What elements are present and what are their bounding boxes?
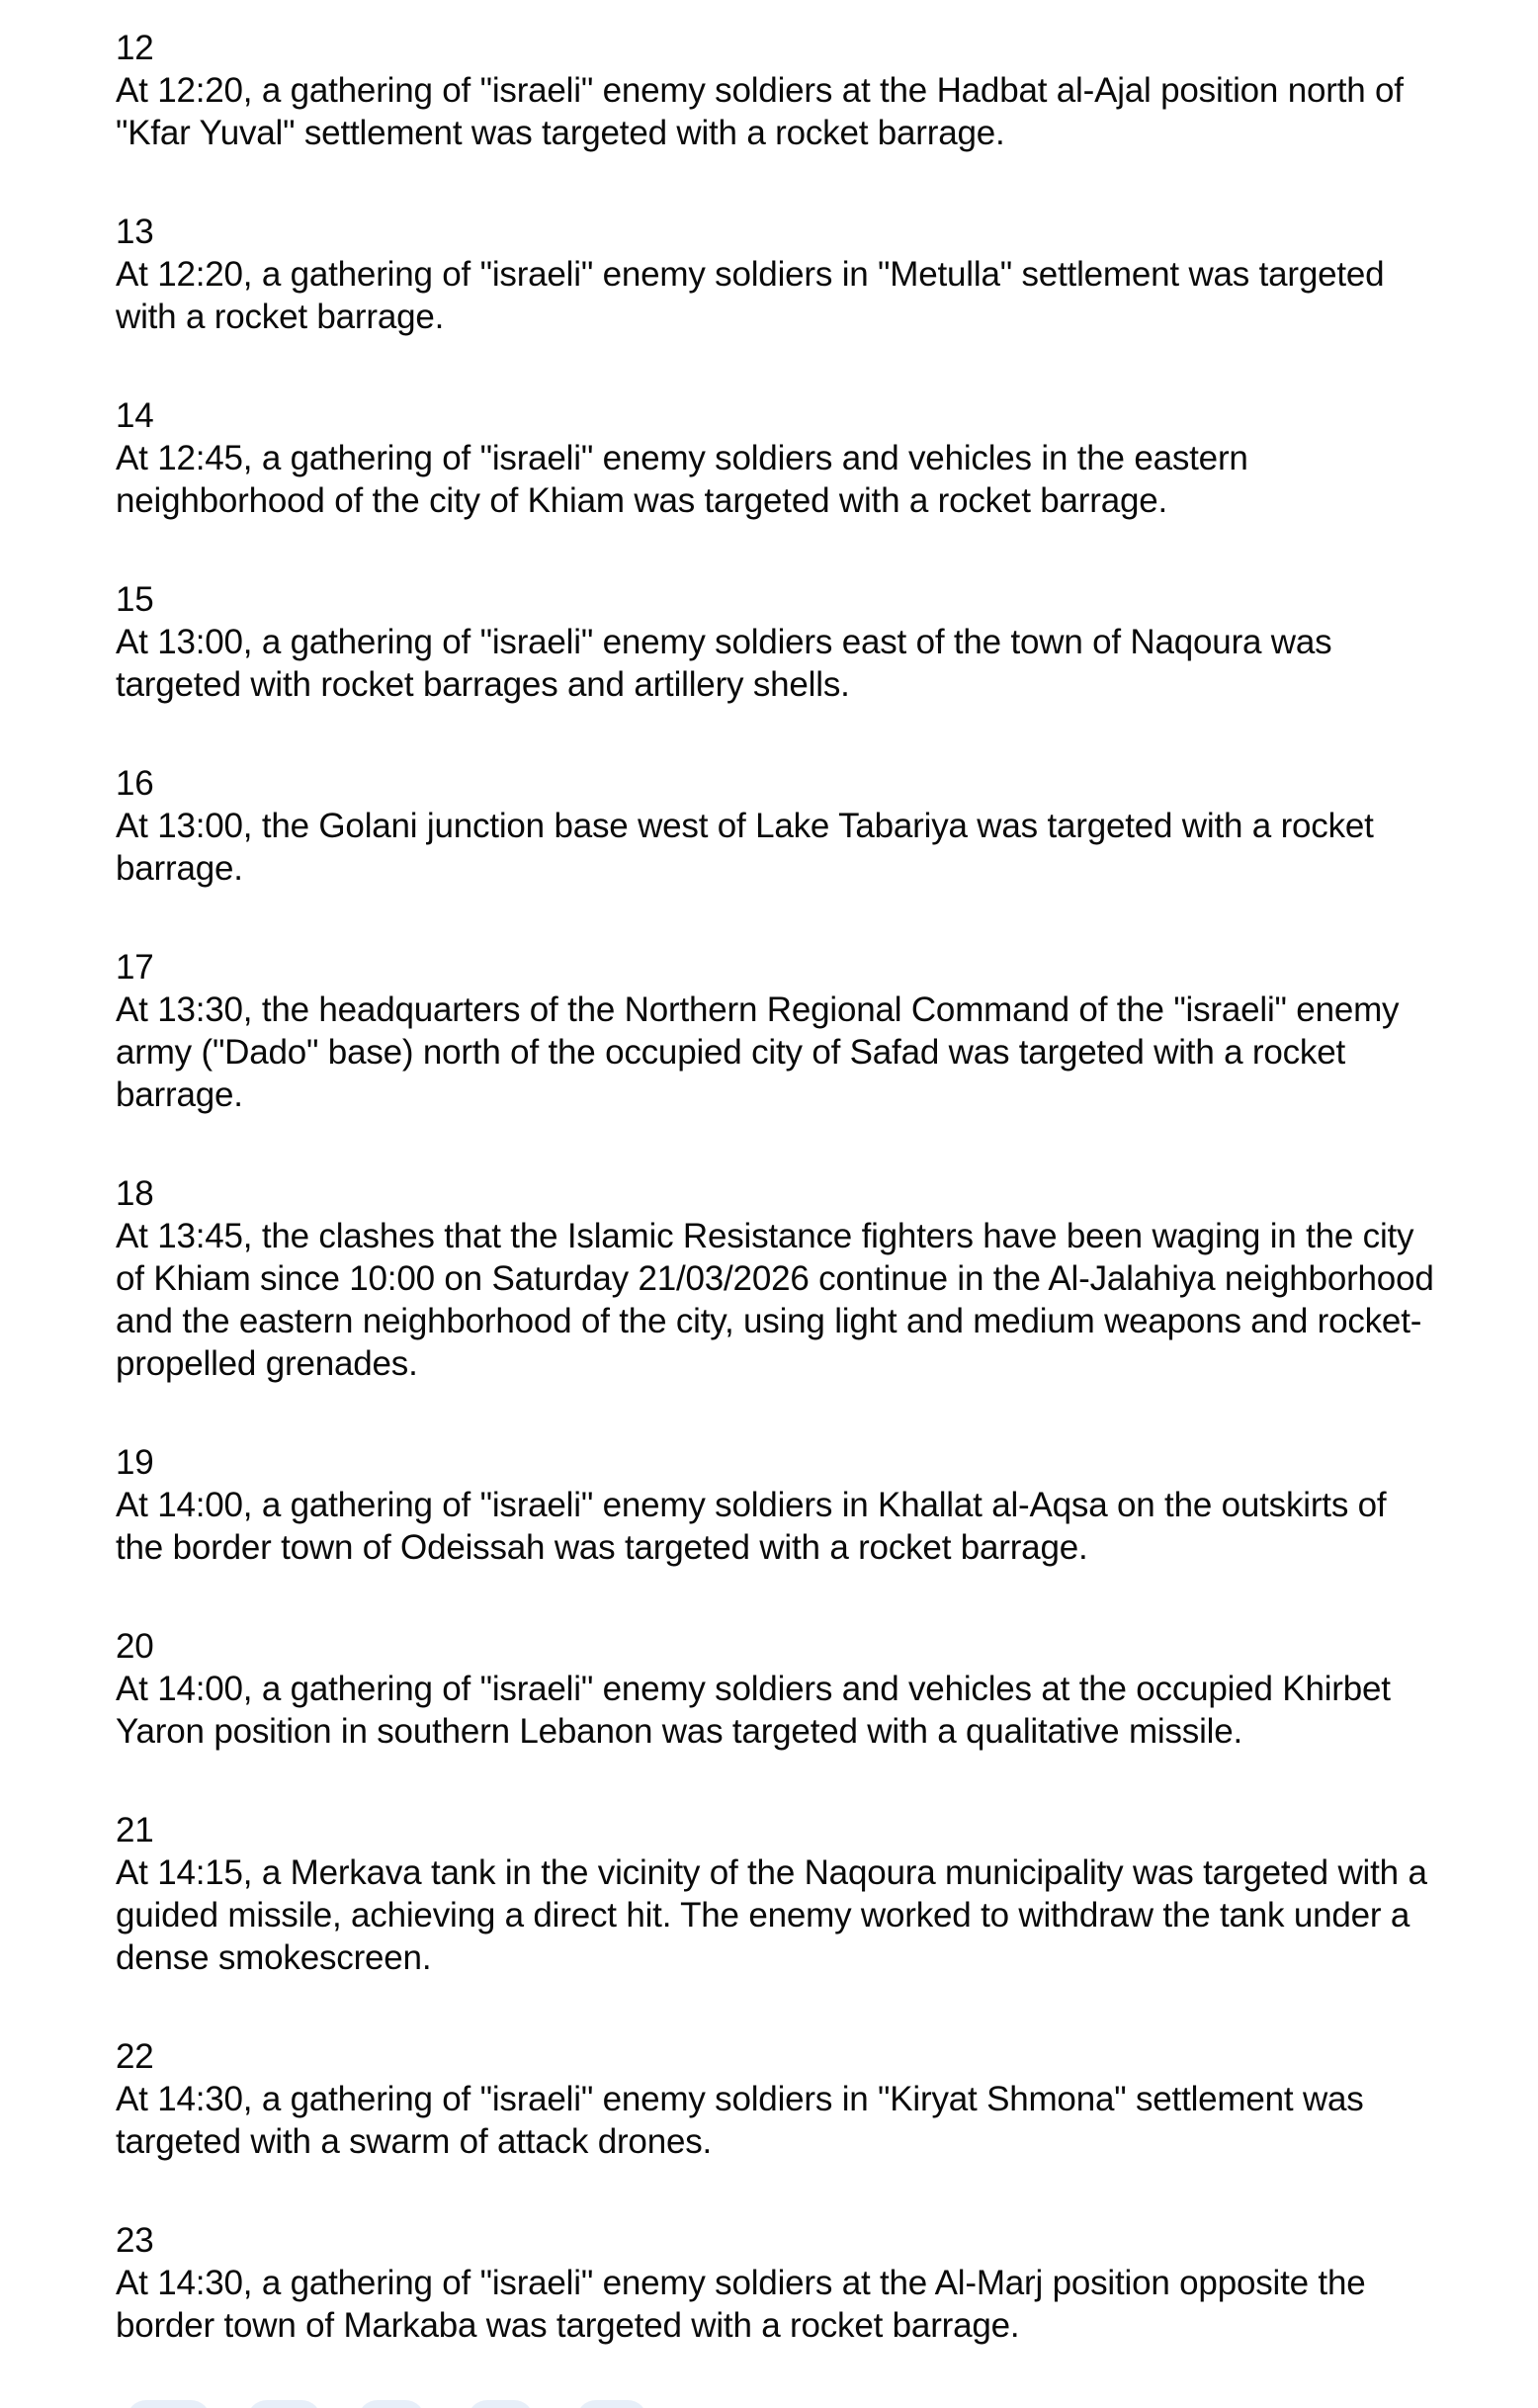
- report-item: [116, 2035, 1445, 2163]
- item-number: 19: [116, 1443, 154, 1482]
- report-item: [116, 762, 1445, 890]
- report-item: [116, 27, 1445, 154]
- item-number: 20: [116, 1627, 154, 1666]
- item-number: 14: [116, 396, 154, 435]
- report-item: [116, 1809, 1445, 1979]
- report-list: [116, 27, 1445, 2347]
- item-number: 21: [116, 1811, 154, 1849]
- report-item: [116, 578, 1445, 706]
- report-item: [116, 1625, 1445, 1753]
- item-number: 13: [116, 213, 154, 251]
- item-number: 23: [116, 2221, 154, 2260]
- item-text: At 13:00, the Golani junction base west of Lake Tabariya was targeted with a rocket barrage.: [116, 807, 1374, 888]
- reaction-pill[interactable]: [576, 2400, 647, 2408]
- item-number: 18: [116, 1174, 154, 1213]
- item-text: At 14:30, a gathering of "israeli" enemy soldiers at the Al-Marj position opposite the border town of Markaba was targeted with a rocket barrage.: [116, 2264, 1366, 2345]
- reaction-pill[interactable]: [468, 2400, 534, 2408]
- reaction-pill[interactable]: [127, 2400, 211, 2408]
- report-item: [116, 2219, 1445, 2347]
- item-text: At 13:30, the headquarters of the Northern Regional Command of the "israeli" enemy army ("Dado" base) north of the occupied city of Safad was targeted with a rocket barrage.: [116, 990, 1400, 1114]
- item-text: At 12:20, a gathering of "israeli" enemy soldiers at the Hadbat al-Ajal position north of "Kfar Yuval" settlement was targeted with a rocket barrage.: [116, 71, 1404, 152]
- reaction-pills-row: [127, 2400, 647, 2408]
- item-text: At 13:45, the clashes that the Islamic Resistance fighters have been waging in the city of Khiam since 10:00 on Saturday 21/03/2026 continue in the Al-Jalahiya neighborhood and the eastern neighborhood of the city, using light and medium weapons and rocket-propelled grenades.: [116, 1217, 1434, 1383]
- item-text: At 12:20, a gathering of "israeli" enemy soldiers in "Metulla" settlement was targeted with a rocket barrage.: [116, 255, 1385, 336]
- item-text: At 13:00, a gathering of "israeli" enemy soldiers east of the town of Naqoura was targeted with rocket barrages and artillery shells.: [116, 623, 1332, 704]
- report-item: [116, 946, 1445, 1116]
- report-item: [116, 1441, 1445, 1569]
- item-text: At 14:15, a Merkava tank in the vicinity of the Naqoura municipality was targeted with a guided missile, achieving a direct hit. The enemy worked to withdraw the tank under a dense smokescreen.: [116, 1853, 1427, 1977]
- item-text: At 12:45, a gathering of "israeli" enemy soldiers and vehicles in the eastern neighborhood of the city of Khiam was targeted with a rocket barrage.: [116, 439, 1248, 520]
- item-number: 16: [116, 764, 154, 803]
- item-number: 22: [116, 2037, 154, 2076]
- report-item: [116, 211, 1445, 338]
- item-number: 17: [116, 948, 154, 987]
- item-text: At 14:00, a gathering of "israeli" enemy soldiers and vehicles at the occupied Khirbet Yaron position in southern Lebanon was targeted with a qualitative missile.: [116, 1670, 1391, 1751]
- reaction-pill[interactable]: [247, 2400, 321, 2408]
- item-text: At 14:00, a gathering of "israeli" enemy soldiers in Khallat al-Aqsa on the outskirts of the border town of Odeissah was targeted with a rocket barrage.: [116, 1486, 1387, 1567]
- item-number: 15: [116, 580, 154, 619]
- item-number: 12: [116, 29, 154, 67]
- report-item: [116, 394, 1445, 522]
- item-text: At 14:30, a gathering of "israeli" enemy soldiers in "Kiryat Shmona" settlement was targeted with a swarm of attack drones.: [116, 2080, 1364, 2161]
- reaction-pill[interactable]: [358, 2400, 425, 2408]
- report-item: [116, 1172, 1445, 1385]
